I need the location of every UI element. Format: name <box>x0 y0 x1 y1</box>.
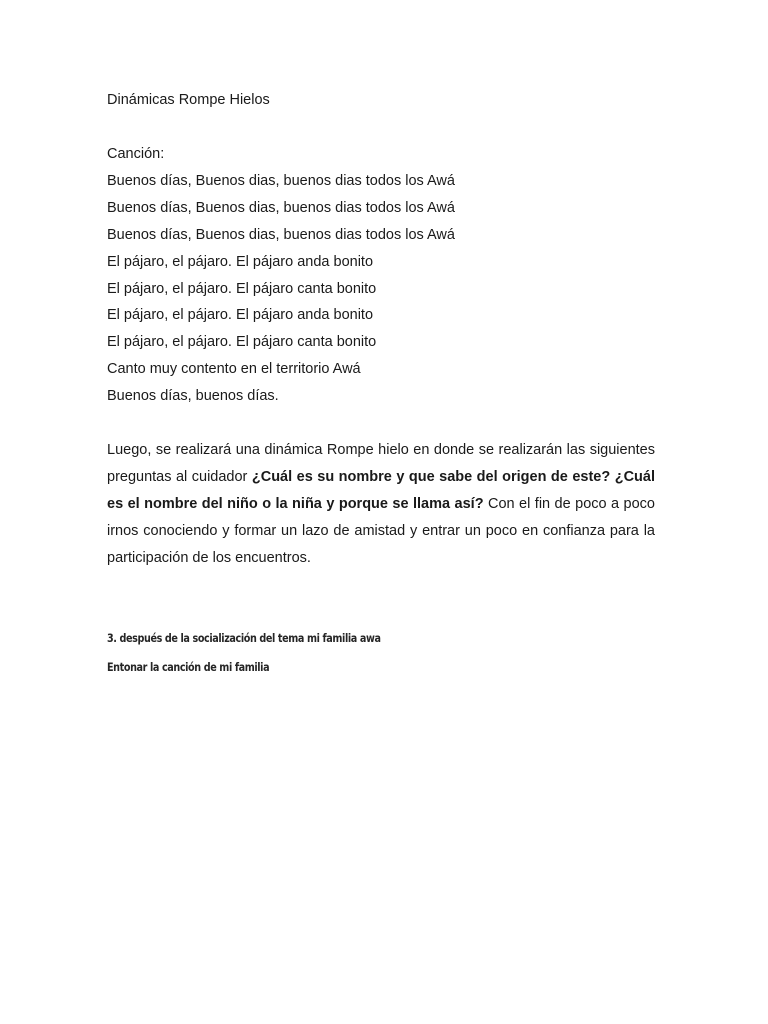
paragraph-outro: Con el fin de poco a poco irnos conociendo y formar un lazo de amistad y entrar un poco en confianza para la participación de los encuentros. <box>107 495 655 566</box>
instructions-paragraph <box>107 437 655 572</box>
song-line: Buenos días, buenos días. <box>107 388 279 405</box>
question-child-name: ¿Cuál es el nombre del niño o la niña y porque se llama así? <box>107 468 655 512</box>
next-section <box>107 630 578 676</box>
song-heading: Canción: <box>107 146 165 162</box>
song-line: Buenos días, Buenos dias, buenos dias todos los Awá <box>107 226 455 243</box>
song-line: El pájaro, el pájaro. El pájaro anda bonito <box>107 253 374 270</box>
song-line: El pájaro, el pájaro. El pájaro canta bonito <box>107 280 377 297</box>
document-page <box>107 88 655 676</box>
song-line: Buenos días, Buenos dias, buenos dias todos los Awá <box>107 172 455 189</box>
section-subheading: Entonar la canción de mi familia <box>107 660 270 674</box>
section-heading: 3. después de la socialización del tema mi familia awa <box>107 631 381 645</box>
song-line: Canto muy contento en el territorio Awá <box>107 361 361 378</box>
paragraph-intro: Luego, se realizará una dinámica Rompe hielo en donde se realizarán las siguientes preguntas al cuidador <box>107 442 655 485</box>
song-line: Buenos días, Buenos dias, buenos dias todos los Awá <box>107 199 455 216</box>
song-line: El pájaro, el pájaro. El pájaro canta bonito <box>107 334 377 351</box>
song-line: El pájaro, el pájaro. El pájaro anda bonito <box>107 307 374 324</box>
song-block <box>107 141 655 410</box>
question-origin: ¿Cuál es su nombre y que sabe del origen de este? <box>251 468 611 485</box>
document-title: Dinámicas Rompe Hielos <box>107 92 270 108</box>
